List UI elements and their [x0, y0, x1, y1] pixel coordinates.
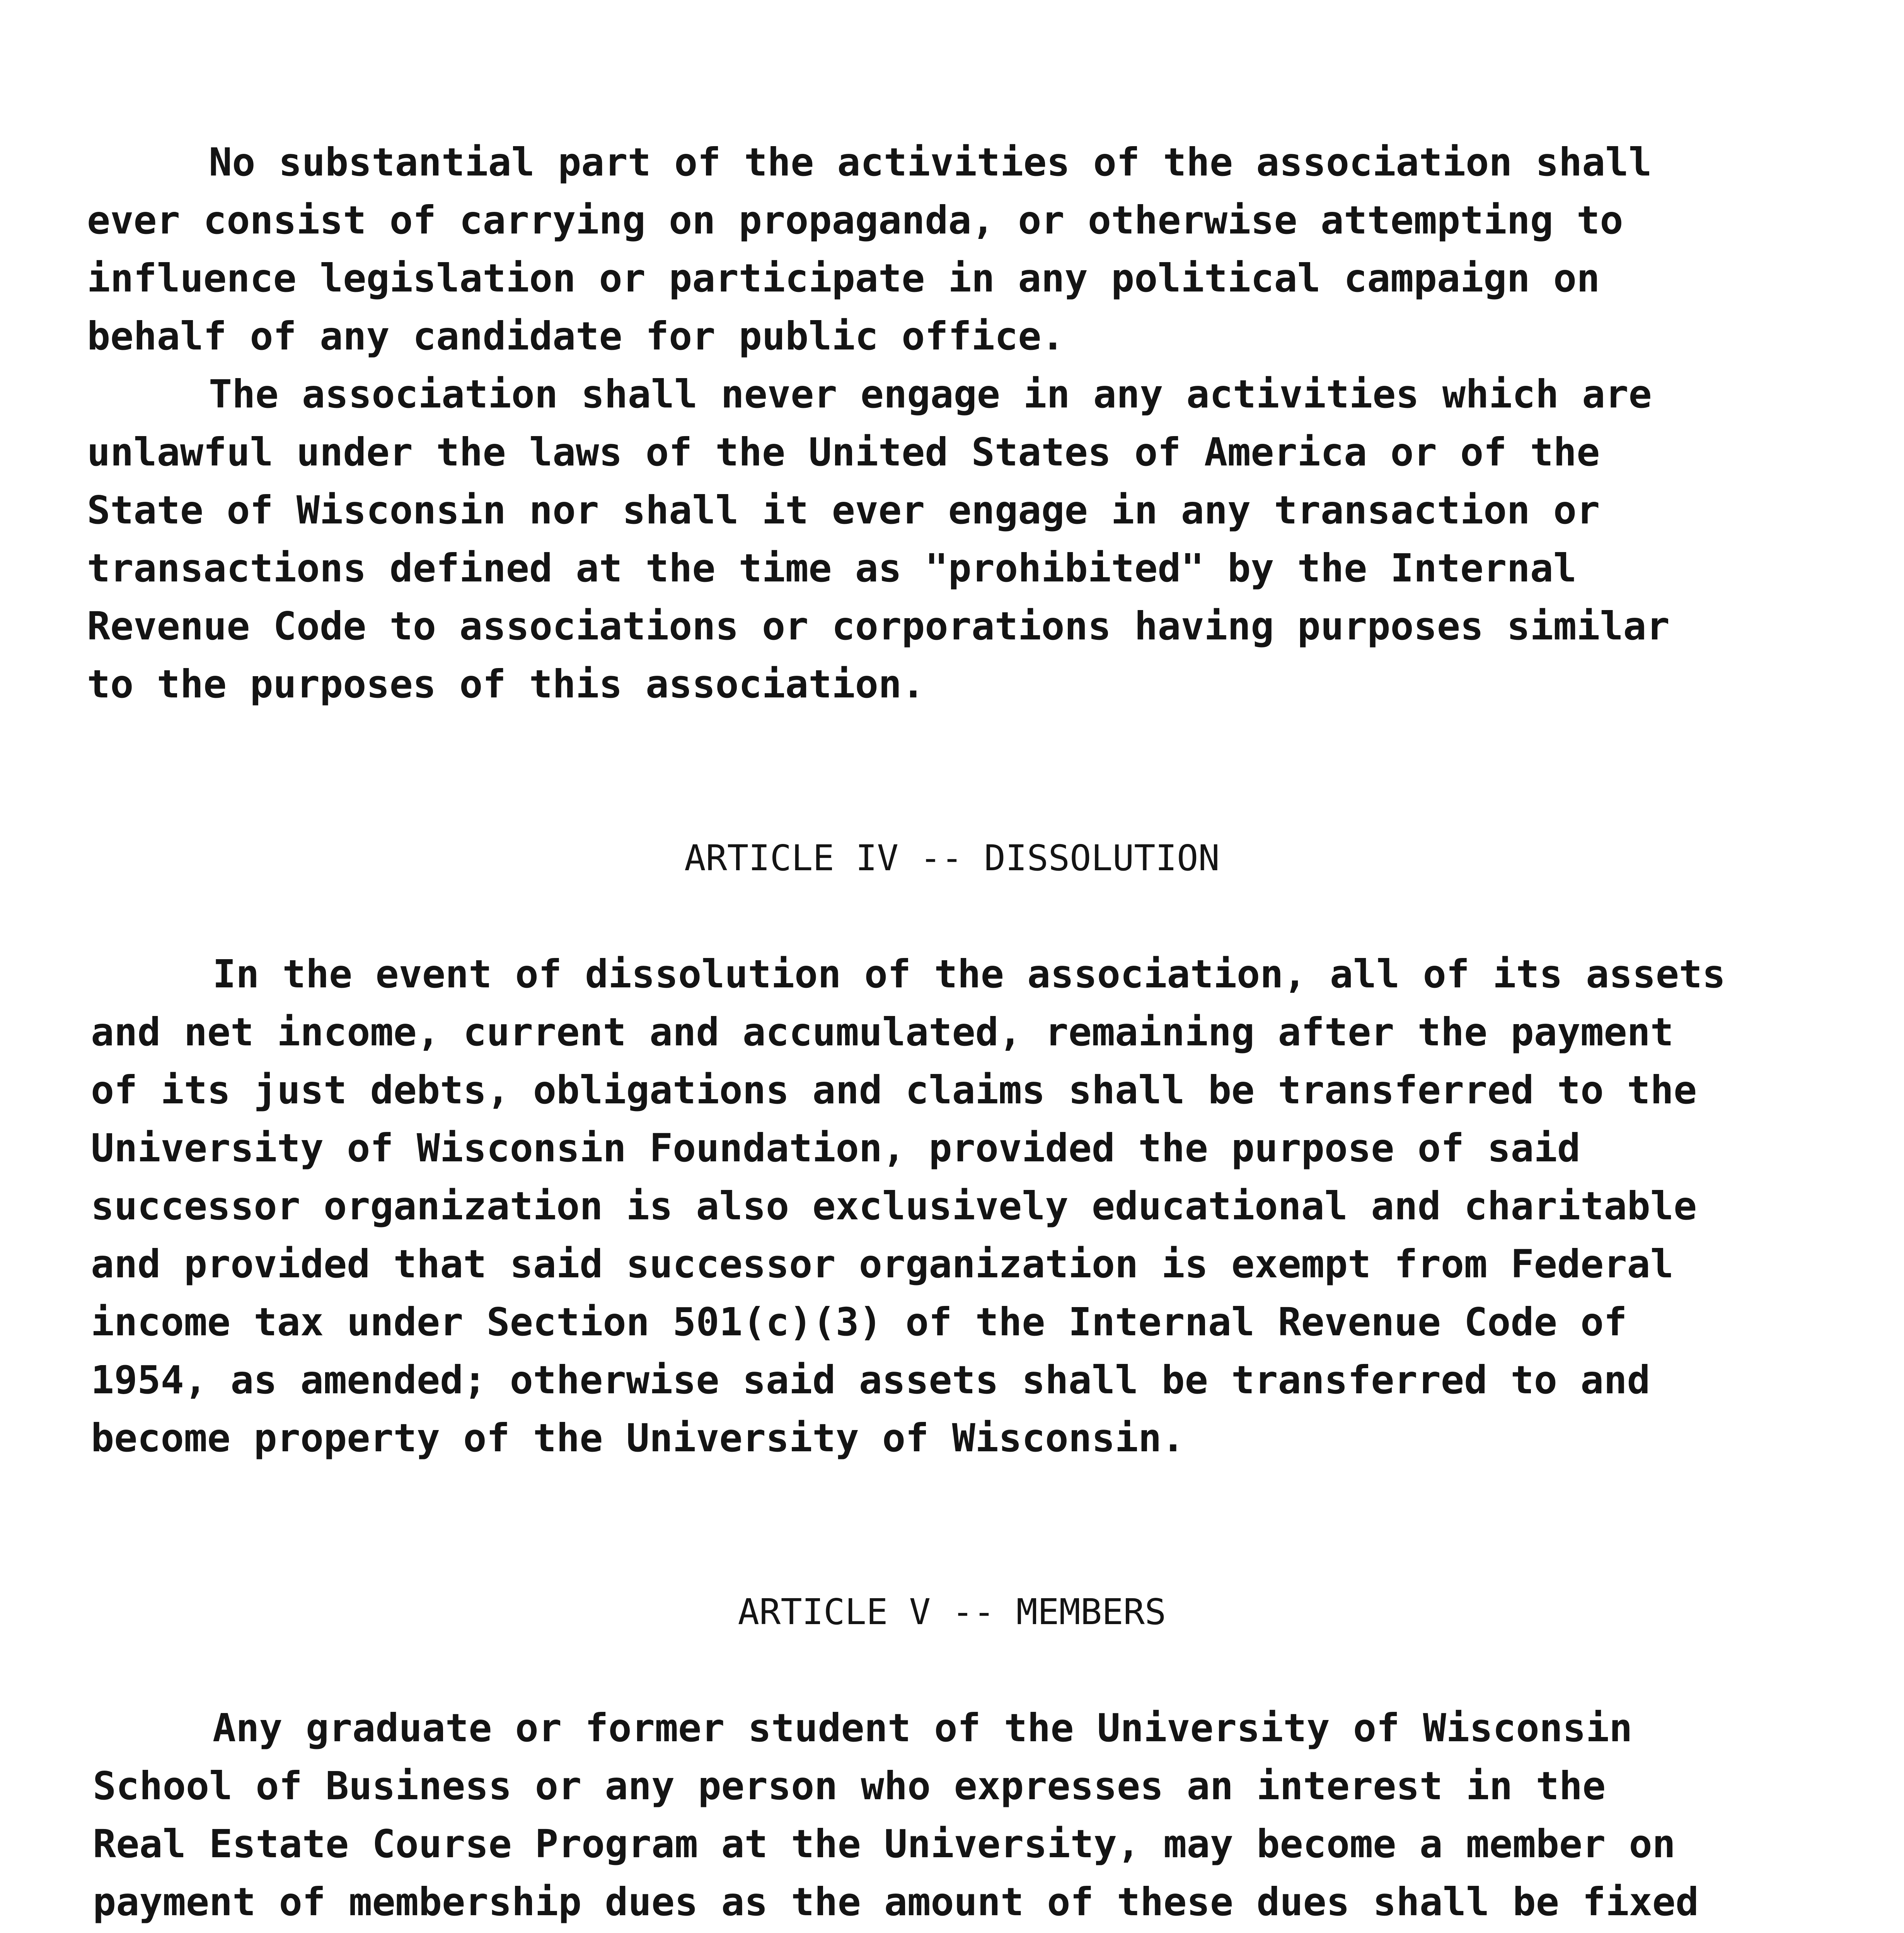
paragraph-2-line-1: The association shall never engage in any activities which are [209, 372, 1652, 417]
paragraph-3-line-1: In the event of dissolution of the association, all of its assets [213, 951, 1726, 997]
paragraph-3-line-8: 1954, as amended; otherwise said assets shall be transferred to and [91, 1357, 1650, 1403]
paragraph-3-line-9: become property of the University of Wisconsin. [91, 1415, 1185, 1461]
paragraph-4-line-2: School of Business or any person who expresses an interest in the [93, 1763, 1606, 1809]
paragraph-2-line-3: State of Wisconsin nor shall it ever engage in any transaction or [87, 488, 1600, 533]
paragraph-4-line-3: Real Estate Course Program at the University, may become a member on [93, 1821, 1676, 1867]
paragraph-1-line-4: behalf of any candidate for public office. [87, 314, 1065, 359]
article-v-heading: ARTICLE V -- MEMBERS [738, 1591, 1166, 1633]
paragraph-4-line-1: Any graduate or former student of the University of Wisconsin [213, 1705, 1633, 1751]
paragraph-3-line-6: and provided that said successor organization is exempt from Federal [91, 1241, 1674, 1287]
article-iv-heading: ARTICLE IV -- DISSOLUTION [684, 837, 1220, 879]
paragraph-3-line-7: income tax under Section 501(c)(3) of the Internal Revenue Code of [91, 1299, 1627, 1345]
paragraph-4-line-4: payment of membership dues as the amount of these dues shall be fixed [93, 1879, 1699, 1924]
paragraph-3-line-5: successor organization is also exclusively educational and charitable [91, 1183, 1697, 1229]
paragraph-2-line-4: transactions defined at the time as "prohibited" by the Internal [87, 545, 1577, 591]
paragraph-2-line-6: to the purposes of this association. [87, 661, 925, 707]
paragraph-2-line-2: unlawful under the laws of the United States of America or of the [87, 430, 1600, 475]
paragraph-1-line-3: influence legislation or participate in any political campaign on [87, 256, 1600, 301]
paragraph-3-line-3: of its just debts, obligations and claims shall be transferred to the [91, 1067, 1697, 1113]
paragraph-1-line-1: No substantial part of the activities of the association shall [209, 140, 1652, 185]
paragraph-1-line-2: ever consist of carrying on propaganda, or otherwise attempting to [87, 198, 1623, 243]
paragraph-2-line-5: Revenue Code to associations or corporations having purposes similar [87, 603, 1670, 649]
paragraph-3-line-4: University of Wisconsin Foundation, provided the purpose of said [91, 1125, 1581, 1171]
paragraph-3-line-2: and net income, current and accumulated, remaining after the payment [91, 1009, 1674, 1055]
